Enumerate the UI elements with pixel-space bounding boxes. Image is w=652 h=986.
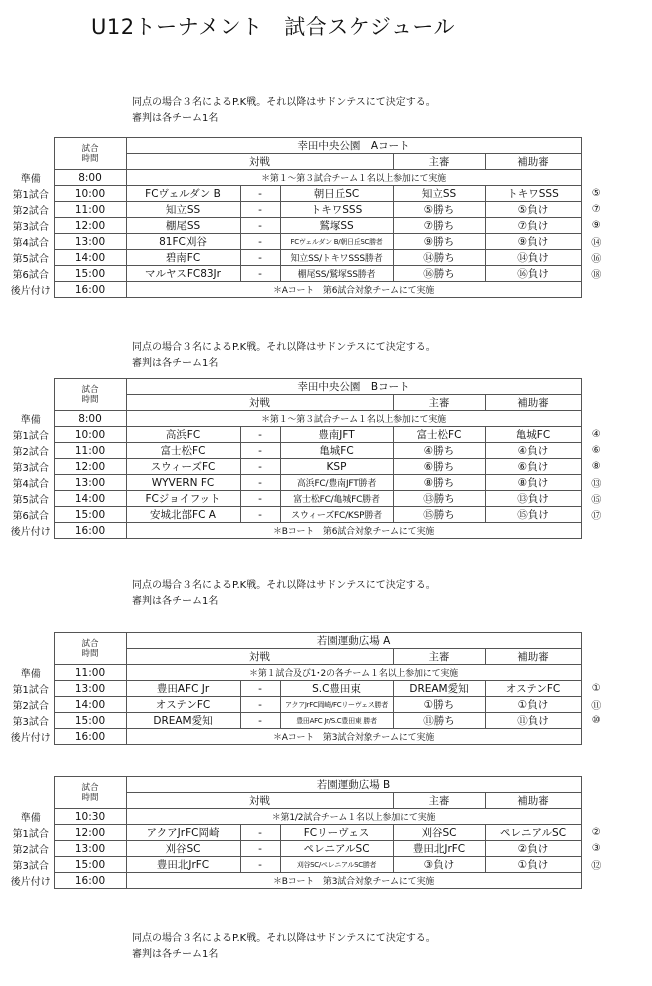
cleanup-row: 後片付け 16:00 ＊Bコート 第6試合対象チームにて実施 bbox=[8, 523, 611, 539]
venue-header: 幸田中央公園 Aコート bbox=[126, 138, 581, 154]
header-matchup: 対戦 bbox=[126, 395, 393, 411]
schedule-table-wakazono-b bbox=[8, 776, 611, 889]
prep-row: 準備 8:00 ＊第１～第３試合チーム１名以上参加にて実施 bbox=[8, 170, 611, 186]
schedule-table-koda-b bbox=[8, 378, 611, 539]
match-row: 第5試合 14:00 碧南FC - 知立SS/トキワSSS勝者 ⑭勝ち ⑭負け ⑯ bbox=[12, 251, 602, 265]
header-matchup: 対戦 bbox=[126, 793, 393, 809]
referee-rule-text: 審判は各チーム1名 bbox=[132, 949, 219, 960]
header-match-time: 試合 時間 bbox=[54, 777, 126, 809]
match-row: 第4試合 13:00 WYVERN FC - 高浜FC/豊南JFT勝者 ⑧勝ち ⑧負け ⑬ bbox=[12, 476, 602, 490]
header-referee: 主審 bbox=[393, 793, 485, 809]
prep-row: 準備 8:00 ＊第１～第３試合チーム１名以上参加にて実施 bbox=[8, 411, 611, 427]
match-row: 第6試合 15:00 安城北部FC A - スウィーズFC/KSP勝者 ⑮勝ち ⑮負け ⑰ bbox=[12, 508, 602, 522]
match-row: 第2試合 11:00 富士松FC - 亀城FC ④勝ち ④負け ⑥ bbox=[12, 444, 601, 458]
page-title: U12トーナメント 試合スケジュール bbox=[91, 15, 455, 39]
match-row: 第3試合 12:00 棚尾SS - 鷲塚SS ⑦勝ち ⑦負け ⑨ bbox=[12, 219, 601, 233]
match-row: 第3試合 15:00 DREAM愛知 - 豊田AFC Jr/S.C豊田東 勝者 ⑪勝ち ⑪負け ⑩ bbox=[12, 714, 601, 728]
prep-row: 準備 10:30 ＊第1/2試合チーム１名以上参加にて実施 bbox=[8, 809, 611, 825]
match-row: 第2試合 13:00 刈谷SC - ペレニアルSC 豊田北JrFC ②負け ③ bbox=[12, 842, 601, 856]
match-row: 第1試合 13:00 豊田AFC Jr - S.C豊田東 DREAM愛知 オステンFC ① bbox=[12, 682, 601, 696]
cleanup-row: 後片付け 16:00 ＊Aコート 第3試合対象チームにて実施 bbox=[8, 729, 611, 745]
venue-header: 若園運動広場 B bbox=[126, 777, 581, 793]
rules-note-1 bbox=[132, 95, 436, 127]
match-row: 第5試合 14:00 FCジョイフット - 富士松FC/亀城FC勝者 ⑬勝ち ⑬負け ⑮ bbox=[12, 492, 602, 506]
match-row: 第1試合 10:00 FCヴェルダン B - 朝日丘SC 知立SS トキワSSS ⑤ bbox=[12, 187, 601, 201]
match-row: 第2試合 14:00 オステンFC - アクアJrFC岡崎/FCリーヴェス勝者 ①勝ち ①負け ⑪ bbox=[12, 698, 602, 712]
header-referee: 主審 bbox=[393, 154, 485, 170]
pk-rule-text: 同点の場合３名によるP.K戦。それ以降はサドンテスにて決定する。 bbox=[132, 342, 436, 353]
match-row: 第1試合 10:00 高浜FC - 豊南JFT 富士松FC 亀城FC ④ bbox=[12, 428, 601, 442]
cleanup-row: 後片付け 16:00 ＊Aコート 第6試合対象チームにて実施 bbox=[8, 282, 611, 298]
pk-rule-text: 同点の場合３名によるP.K戦。それ以降はサドンテスにて決定する。 bbox=[132, 580, 436, 591]
header-match-time: 試合 時間 bbox=[54, 138, 126, 170]
header-matchup: 対戦 bbox=[126, 154, 393, 170]
rules-note-2 bbox=[132, 340, 436, 372]
match-row: 第4試合 13:00 81FC刈谷 - FCヴェルダン B/朝日丘SC勝者 ⑨勝ち ⑨負け ⑭ bbox=[12, 235, 602, 249]
schedule-table-wakazono-a bbox=[8, 632, 611, 745]
header-match-time: 試合 時間 bbox=[54, 379, 126, 411]
match-row: 第3試合 12:00 スウィーズFC - KSP ⑥勝ち ⑥負け ⑧ bbox=[12, 460, 601, 474]
match-row: 第6試合 15:00 マルヤスFC83Jr - 棚尾SS/鷲塚SS勝者 ⑯勝ち ⑯負け ⑱ bbox=[12, 267, 602, 281]
match-row: 第1試合 12:00 アクアJrFC岡崎 - FCリーヴェス 刈谷SC ペレニアルSC ② bbox=[12, 826, 601, 840]
header-assistant: 補助審 bbox=[485, 154, 581, 170]
header-assistant: 補助審 bbox=[485, 793, 581, 809]
pk-rule-text: 同点の場合３名によるP.K戦。それ以降はサドンテスにて決定する。 bbox=[132, 97, 436, 108]
match-row: 第2試合 11:00 知立SS - トキワSSS ⑤勝ち ⑤負け ⑦ bbox=[12, 203, 601, 217]
rules-note-3 bbox=[132, 578, 436, 610]
referee-rule-text: 審判は各チーム1名 bbox=[132, 358, 219, 369]
header-referee: 主審 bbox=[393, 395, 485, 411]
prep-row: 準備 11:00 ＊第１試合及び1･2の各チーム１名以上参加にて実施 bbox=[8, 665, 611, 681]
header-assistant: 補助審 bbox=[485, 395, 581, 411]
header-referee: 主審 bbox=[393, 649, 485, 665]
match-row: 第3試合 15:00 豊田北JrFC - 刈谷SC/ペレニアルSC勝者 ③負け ①負け ⑫ bbox=[12, 858, 602, 872]
schedule-table-koda-a bbox=[8, 137, 611, 298]
venue-header: 若園運動広場 A bbox=[126, 633, 581, 649]
header-match-time: 試合 時間 bbox=[54, 633, 126, 665]
pk-rule-text: 同点の場合３名によるP.K戦。それ以降はサドンテスにて決定する。 bbox=[132, 933, 436, 944]
referee-rule-text: 審判は各チーム1名 bbox=[132, 596, 219, 607]
header-assistant: 補助審 bbox=[485, 649, 581, 665]
header-matchup: 対戦 bbox=[126, 649, 393, 665]
rules-note-4 bbox=[132, 931, 436, 963]
cleanup-row: 後片付け 16:00 ＊Bコート 第3試合対象チームにて実施 bbox=[8, 873, 611, 889]
venue-header: 幸田中央公園 Bコート bbox=[126, 379, 581, 395]
referee-rule-text: 審判は各チーム1名 bbox=[132, 113, 219, 124]
